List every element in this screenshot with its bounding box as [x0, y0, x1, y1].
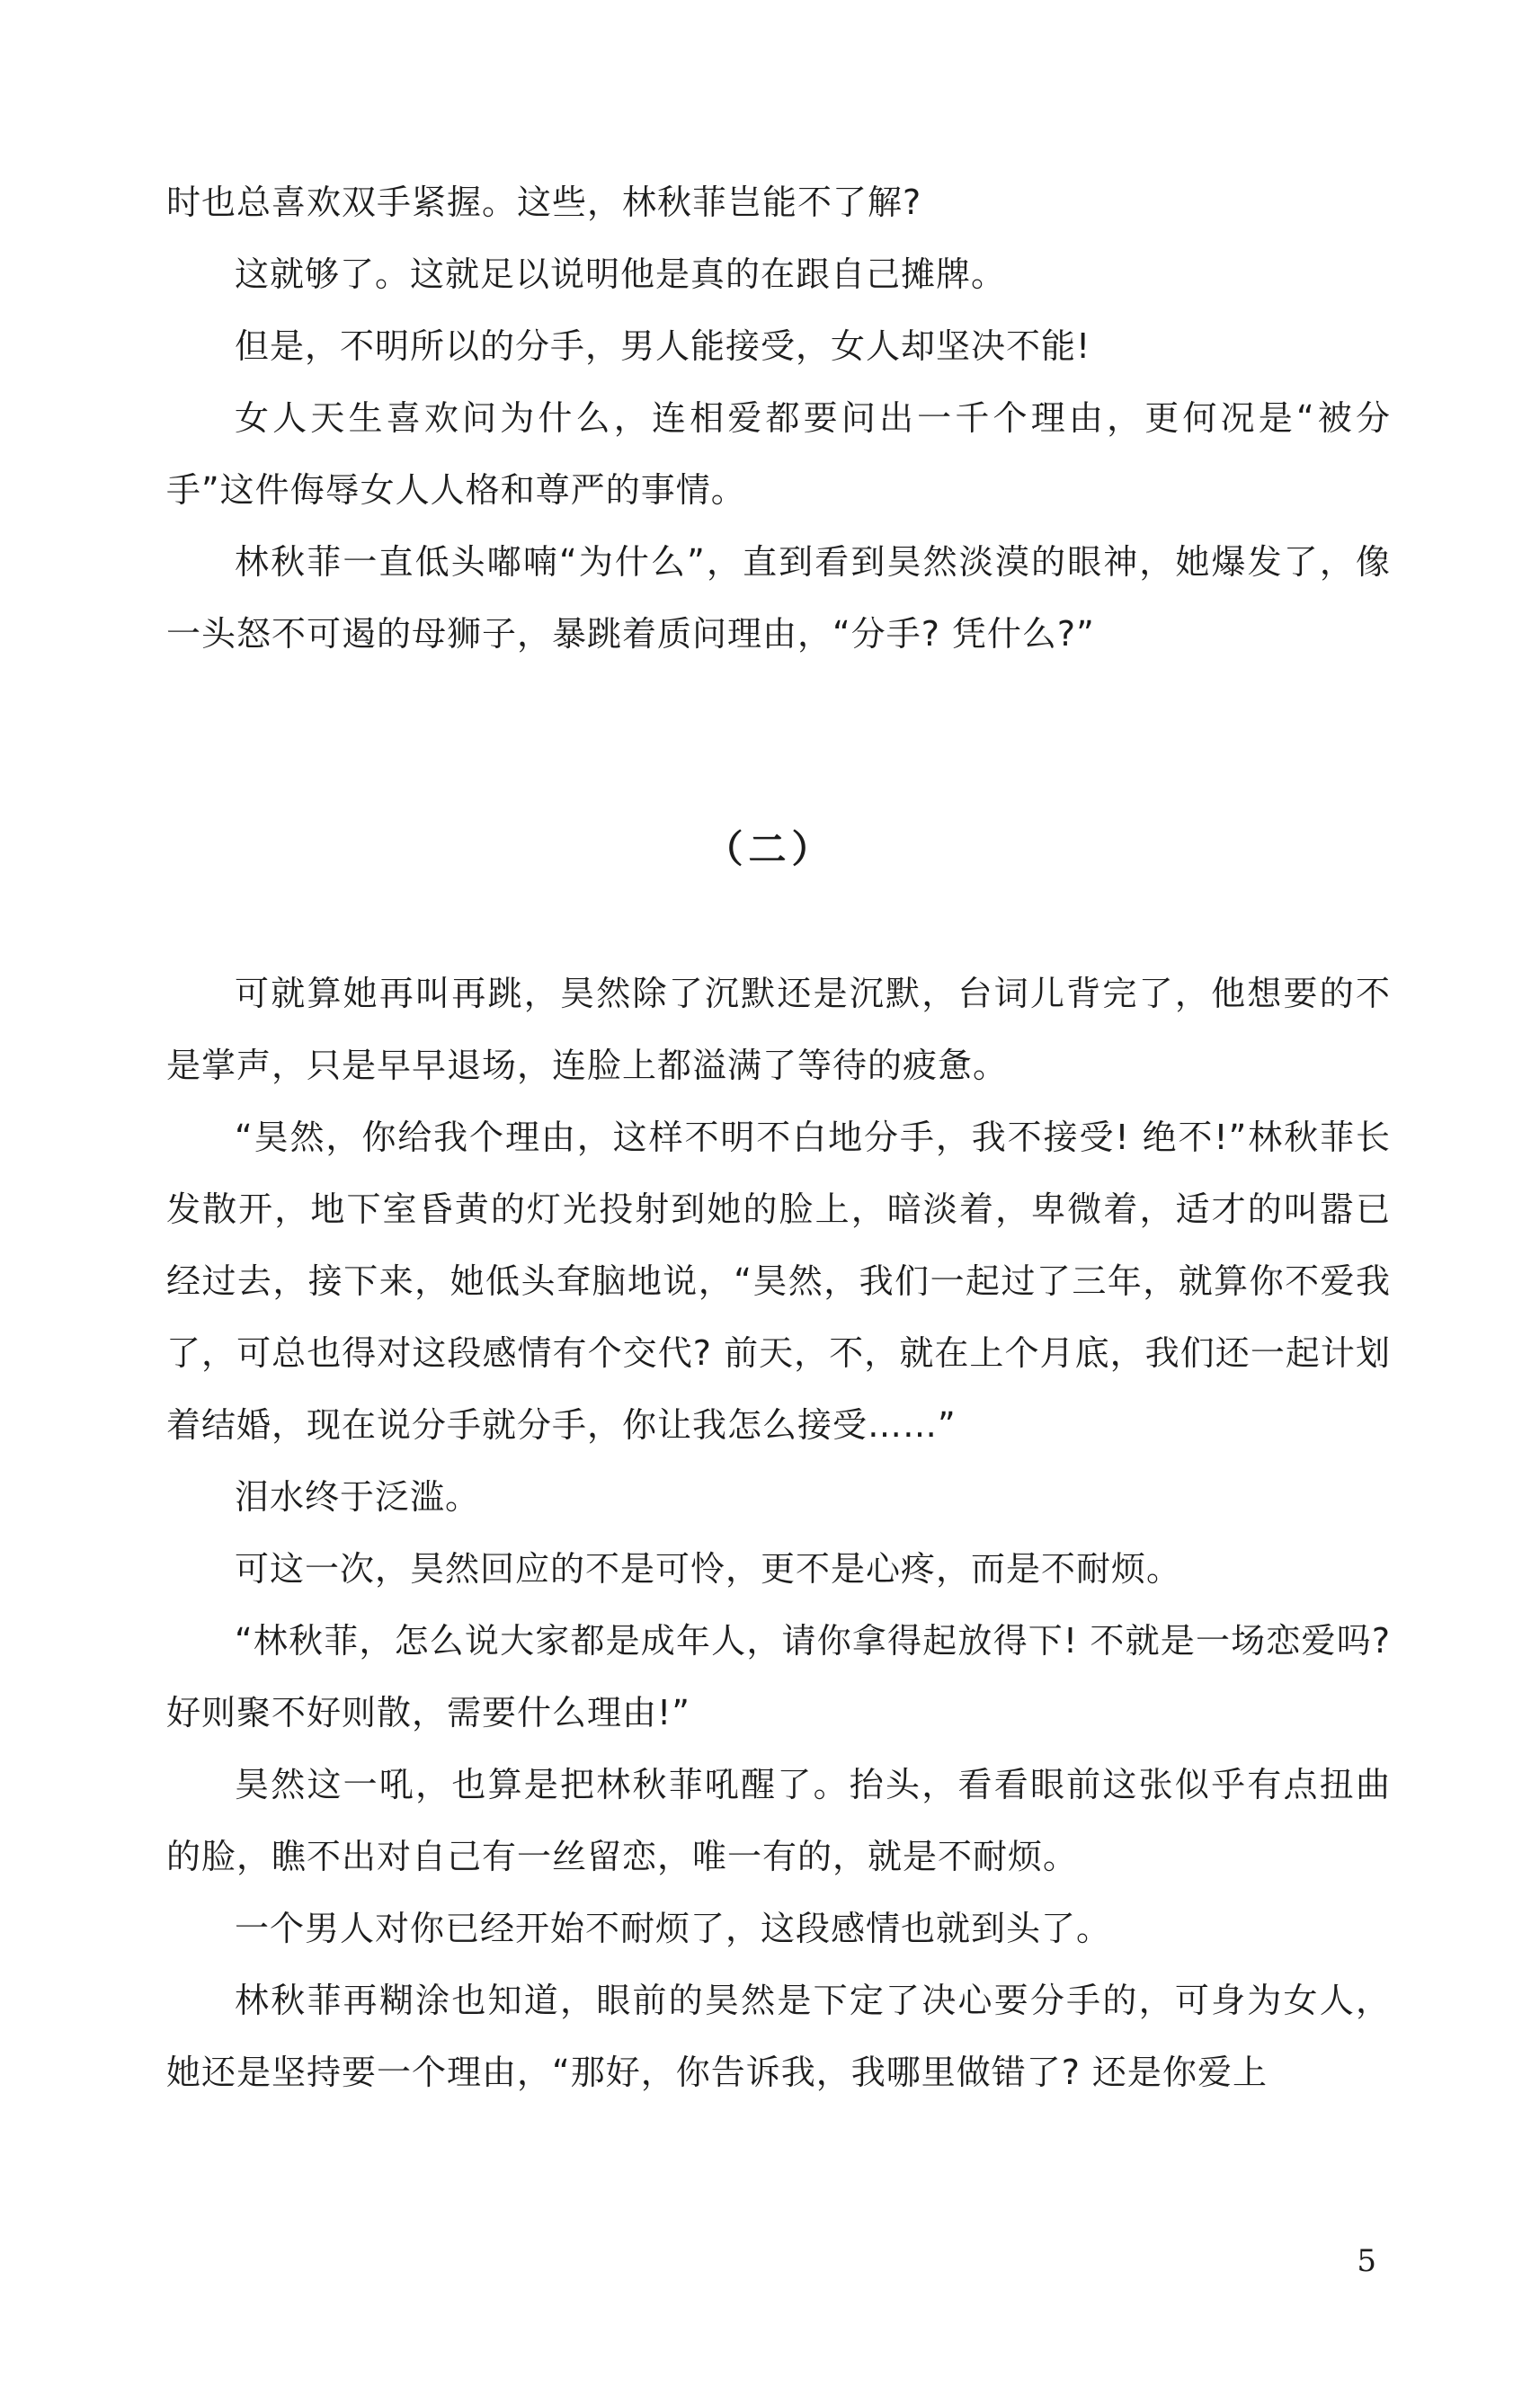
paragraph: 林秋菲再糊涂也知道，眼前的昊然是下定了决心要分手的，可身为女人，她还是坚持要一个理由，“那好，你告诉我，我哪里做错了? 还是你爱上: [166, 1981, 1391, 2092]
paragraph: 女人天生喜欢问为什么，连相爱都要问出一千个理由，更何况是“被分手”这件侮辱女人人格和尊严的事情。: [166, 398, 1391, 510]
paragraph: 昊然这一吼，也算是把林秋菲吼醒了。抬头，看看眼前这张似乎有点扭曲的脸，瞧不出对自己有一丝留恋，唯一有的，就是不耐烦。: [166, 1765, 1391, 1876]
paragraph: 但是，不明所以的分手，男人能接受，女人却坚决不能!: [235, 326, 1091, 366]
paragraph: “昊然，你给我个理由，这样不明不白地分手，我不接受! 绝不!”林秋菲长发散开，地下室昏黄的灯光投射到她的脸上，暗淡着，卑微着，适才的叫嚣已经过去，接下来，她低头耷脑地说，“昊然，我们一起过了三年，就算你不爱我了，可总也得对这段感情有个交代? 前天，不，就在上个月底，我们还一起计划着结婚，现在说分手就分手，你让我怎么接受……”: [166, 1118, 1391, 1445]
paragraph: 时也总喜欢双手紧握。这些，林秋菲岂能不了解?: [166, 183, 922, 222]
paragraph: 林秋菲一直低头嘟喃“为什么”，直到看到昊然淡漠的眼神，她爆发了，像一头怒不可遏的母狮子，暴跳着质问理由，“分手? 凭什么?”: [166, 542, 1391, 654]
section-one-text: [166, 166, 1391, 670]
paragraph: 一个男人对你已经开始不耐烦了，这段感情也就到头了。: [235, 1909, 1112, 1948]
paragraph: 可这一次，昊然回应的不是可怜，更不是心疼，而是不耐烦。: [235, 1549, 1182, 1589]
paragraph: 泪水终于泛滥。: [235, 1477, 481, 1517]
paragraph: 可就算她再叫再跳，昊然除了沉默还是沉默，台词儿背完了，他想要的不是掌声，只是早早退场，连脸上都溢满了等待的疲惫。: [166, 974, 1391, 1085]
chapter-section-heading: （二）: [705, 827, 835, 871]
paragraph: “林秋菲，怎么说大家都是成年人，请你拿得起放得下! 不就是一场恋爱吗? 好则聚不好则散，需要什么理由!”: [166, 1621, 1391, 1732]
paragraph: 这就够了。这就足以说明他是真的在跟自己摊牌。: [235, 254, 1007, 294]
section-two-text: [166, 958, 1391, 2108]
page-number: 5: [1357, 2243, 1376, 2279]
